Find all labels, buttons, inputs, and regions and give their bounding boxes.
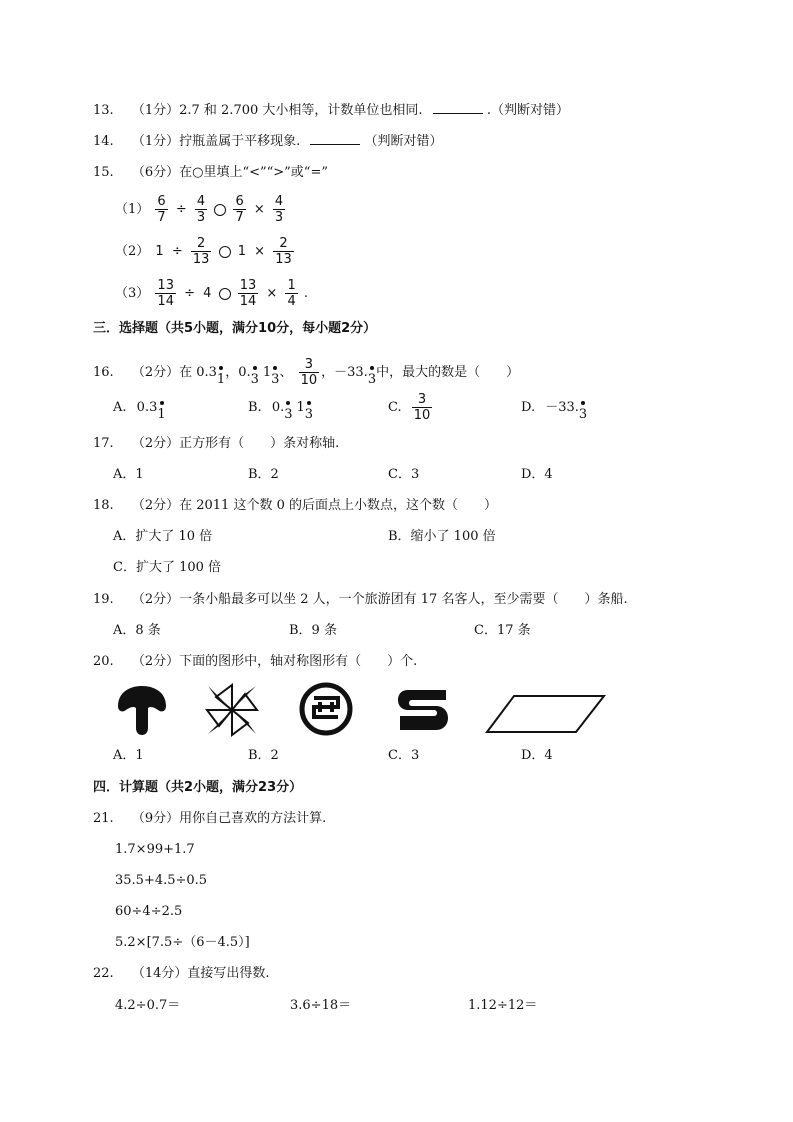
fraction: $\frac{1}{4}$	[287, 278, 296, 309]
q15-part-3	[115, 278, 308, 309]
q17-option-a[interactable]: A．1	[113, 467, 144, 482]
q18-option-c[interactable]: C．扩大了 100 倍	[113, 560, 222, 575]
digit: 1	[262, 365, 272, 380]
part-label: （2）	[115, 244, 150, 259]
section-3-heading: 三．选择题（共5小题，满分10分，每小题2分）	[93, 321, 377, 336]
q22-expression-1: 4.2÷0.7＝	[115, 998, 181, 1013]
part-label: （3）	[115, 286, 150, 301]
fraction: $\frac{13}{14}$	[239, 278, 257, 309]
q15-part-1	[115, 194, 287, 225]
fraction: $\frac{6}{7}$	[235, 194, 244, 225]
option-value: 0.	[271, 400, 285, 415]
q17-option-d[interactable]: D．4	[521, 467, 553, 482]
question-number: 15.	[93, 165, 114, 180]
q20-option-a[interactable]: A．1	[113, 748, 144, 763]
option-letter: B.	[248, 400, 262, 415]
question-text: （2分）正方形有（ ）条对称轴.	[131, 436, 340, 451]
q17-option-b[interactable]: B．2	[248, 467, 279, 482]
compare-circle[interactable]	[219, 246, 231, 258]
answer-blank[interactable]	[310, 144, 360, 145]
question-number: 19.	[93, 592, 114, 607]
question-number: 17.	[93, 436, 114, 451]
option-value: －33.	[545, 400, 579, 415]
fraction: $\frac{13}{14}$	[157, 278, 174, 309]
mushroom-shape-icon	[114, 684, 170, 736]
repeating-digit: 3	[367, 372, 377, 387]
q20-option-d[interactable]: D．4	[521, 748, 553, 763]
q20-option-c[interactable]: C．3	[388, 748, 420, 763]
separator: ，0.	[225, 365, 251, 380]
compare-circle[interactable]	[219, 288, 231, 300]
q17-option-c[interactable]: C．3	[388, 467, 420, 482]
q18-option-a[interactable]: A．扩大了 10 倍	[113, 529, 213, 544]
question-text: （2分）一条小船最多可以坐 2 人，一个旅游团有 17 名客人，至少需要（ ）条船.	[131, 592, 628, 607]
option-letter: A.	[113, 400, 127, 415]
q19-option-a[interactable]: A．8 条	[113, 623, 161, 638]
fraction: $\frac{3}{10}$	[300, 357, 318, 388]
question-15	[93, 164, 328, 182]
separator: ，－33.	[321, 365, 368, 380]
operator: ÷	[171, 244, 183, 259]
q21-expression-1: 1.7×99+1.7	[115, 842, 195, 857]
s-logo-icon	[394, 686, 452, 734]
operator: ×	[254, 244, 266, 259]
fraction: $\frac{6}{7}$	[157, 194, 166, 225]
question-18	[93, 497, 497, 515]
q20-option-b[interactable]: B．2	[248, 748, 279, 763]
question-text: （1分）2.7 和 2.700 大小相等，计数单位也相同.	[131, 103, 423, 118]
pinwheel-icon	[204, 682, 260, 738]
fraction: $\frac{2}{13}$	[192, 236, 210, 267]
question-number: 21.	[93, 811, 114, 826]
question-number: 13.	[93, 103, 114, 118]
fraction: $\frac{4}{3}$	[274, 194, 284, 225]
question-text: （9分）用你自己喜欢的方法计算.	[131, 811, 327, 826]
operator: ×	[253, 202, 265, 217]
q22-expression-3: 1.12÷12＝	[468, 998, 538, 1013]
fraction: $\frac{4}{3}$	[196, 194, 206, 225]
question-number: 16.	[93, 365, 114, 380]
question-17	[93, 435, 339, 453]
part-label: （1）	[115, 202, 150, 217]
repeating-digit: 3	[250, 372, 259, 387]
repeating-digit: 3	[304, 407, 314, 422]
question-21	[93, 810, 326, 828]
compare-circle[interactable]	[214, 204, 226, 216]
q21-expression-4: 5.2×[7.5÷（6－4.5）]	[115, 935, 250, 950]
question-text: （6分）在○里填上“<”“>”或“=”	[131, 165, 328, 180]
repeating-digit: 1	[157, 407, 166, 422]
operator: ÷	[175, 202, 187, 217]
question-text: （1分）拧瓶盖属于平移现象.	[131, 134, 301, 149]
question-text: （2分）下面的图形中，轴对称图形有（ ）个.	[131, 654, 418, 669]
q21-expression-3: 60÷4÷2.5	[115, 904, 183, 919]
fraction: $\frac{2}{13}$	[275, 236, 292, 267]
question-text: （14分）直接写出得数.	[131, 966, 270, 981]
q18-option-b[interactable]: B．缩小了 100 倍	[388, 529, 496, 544]
question-number: 18.	[93, 498, 114, 513]
period: .	[303, 286, 309, 301]
fraction: $\frac{3}{10}$	[413, 392, 431, 423]
question-number: 22.	[93, 966, 114, 981]
answer-blank[interactable]	[433, 113, 483, 114]
question-suffix: （判断对错）	[364, 134, 443, 149]
number: 1	[155, 244, 164, 259]
q21-expression-2: 35.5+4.5÷0.5	[115, 873, 208, 888]
repeating-digit: 3	[578, 407, 588, 422]
q16-option-a[interactable]	[113, 399, 166, 422]
option-value: 0.3	[136, 400, 158, 415]
q16-option-d[interactable]	[521, 399, 588, 422]
bank-logo-icon	[298, 681, 354, 737]
question-14	[93, 133, 443, 151]
q22-expression-2: 3.6÷18＝	[290, 998, 352, 1013]
q19-option-c[interactable]: C．17 条	[474, 623, 531, 638]
question-number: 14.	[93, 134, 114, 149]
section-4-heading: 四．计算题（共2小题，满分23分）	[93, 780, 303, 795]
option-letter: C.	[388, 400, 402, 415]
question-suffix: .（判断对错）	[486, 103, 569, 118]
operator: ×	[266, 286, 278, 301]
question-19	[93, 591, 628, 609]
question-text: （2分）在 0.3	[131, 365, 217, 380]
q16-option-c[interactable]	[388, 392, 434, 423]
q16-option-b[interactable]	[248, 399, 314, 422]
question-13	[93, 102, 569, 120]
question-number: 20.	[93, 654, 114, 669]
number: 4	[203, 286, 212, 301]
separator: 、	[279, 365, 293, 380]
question-16	[93, 357, 519, 388]
q19-option-b[interactable]: B．9 条	[289, 623, 337, 638]
q15-part-2	[115, 236, 296, 267]
digit: 1	[296, 400, 305, 415]
question-22	[93, 965, 270, 983]
question-text: 中，最大的数是（ ）	[376, 365, 520, 380]
parallelogram-icon	[484, 692, 608, 736]
repeating-digit: 3	[271, 372, 280, 387]
repeating-digit: 1	[216, 372, 226, 387]
q20-figures	[112, 678, 618, 742]
number: 1	[237, 244, 246, 259]
option-letter: D.	[521, 400, 536, 415]
operator: ÷	[184, 286, 196, 301]
repeating-digit: 3	[284, 407, 293, 422]
question-text: （2分）在 2011 这个数 0 的后面点上小数点，这个数（ ）	[131, 498, 497, 513]
question-20	[93, 653, 417, 671]
